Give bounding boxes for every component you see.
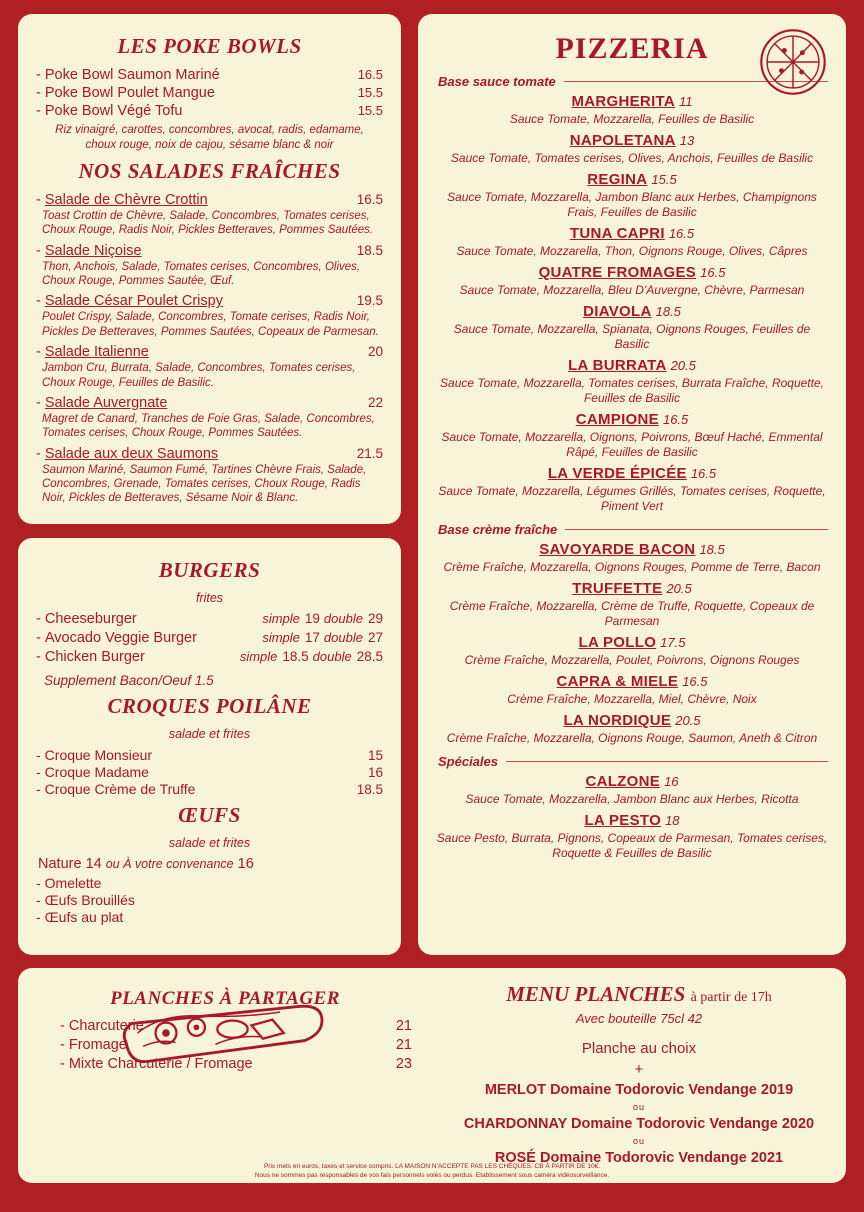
pizza-group-list — [436, 93, 828, 514]
list-item — [36, 395, 383, 441]
wine-separator: ou — [632, 1136, 645, 1146]
croques-subtitle: salade et frites — [168, 727, 251, 741]
item-description: Sauce Pesto, Burrata, Pignons, Copeaux de Parmesan, Tomates cerises, Roquette & Feuilles de Basilic — [436, 831, 828, 860]
list-item — [436, 541, 828, 575]
bullet-dash: - — [36, 67, 41, 83]
legal-line-2: Nous ne sommes pas responsables de vos fais personnels volés ou perdus. Etablissement sous caméra vidéosurveillance. — [254, 1172, 610, 1180]
list-item — [436, 93, 828, 127]
item-name: Salade Italienne — [44, 344, 149, 361]
pizzeria-title: PIZZERIA — [555, 32, 709, 65]
list-item — [36, 781, 383, 797]
menu-page — [18, 14, 846, 1198]
item-name: TUNA CAPRI — [569, 225, 665, 242]
croques-title: CROQUES POILÂNE — [107, 694, 312, 718]
bullet-dash: - — [36, 875, 41, 891]
menu-bottle-line: Avec bouteille 75cl 42 — [575, 1011, 703, 1026]
item-name: Croque Crème de Truffe — [44, 781, 196, 797]
label-double: double — [312, 649, 352, 664]
item-price: 23 — [395, 1056, 412, 1072]
pizzeria-card — [418, 14, 846, 955]
oeufs-list — [36, 875, 383, 925]
wine-option: CHARDONNAY Domaine Todorovic Vendange 2020 — [463, 1116, 815, 1132]
list-item — [36, 293, 383, 339]
list-item — [436, 712, 828, 746]
item-description: Crème Fraîche, Mozzarella, Oignons Rouges, Pomme de Terre, Bacon — [443, 560, 821, 574]
item-description: Sauce Tomate, Mozzarella, Feuilles de Basilic — [509, 112, 755, 126]
bullet-dash: - — [36, 892, 41, 908]
item-description: Sauce Tomate, Mozzarella, Oignons, Poivrons, Bœuf Haché, Emmental Râpé, Feuilles de Basilic — [441, 430, 823, 459]
menu-plus-sign: + — [634, 1061, 644, 1078]
bullet-dash: - — [36, 85, 41, 101]
list-item — [436, 171, 828, 220]
item-description: Thon, Anchois, Salade, Tomates cerises, Concombres, Olives, Choux Rouge, Pommes Sautée, Œuf. — [42, 260, 361, 287]
item-price: 18.5 — [356, 782, 383, 797]
menu-planches-section — [432, 968, 846, 1184]
item-price: 19.5 — [356, 293, 383, 309]
oeufs-nature-row — [38, 856, 383, 872]
wine-option: MERLOT Domaine Todorovic Vendange 2019 — [484, 1082, 794, 1098]
item-price: 15 — [367, 748, 383, 763]
list-item — [36, 747, 383, 763]
item-description: Sauce Tomate, Tomates cerises, Olives, Anchois, Feuilles de Basilic — [450, 151, 814, 165]
price-simple: 17 — [304, 630, 320, 645]
poke-salads-card — [18, 14, 401, 524]
item-name: LA PESTO — [584, 812, 662, 829]
bullet-dash: - — [36, 909, 41, 925]
list-item — [36, 875, 383, 891]
item-name: Poke Bowl Poulet Mangue — [44, 85, 215, 101]
item-price: 13 — [679, 133, 695, 148]
menu-choice-line: Planche au choix — [581, 1040, 697, 1057]
legal-notice — [18, 1162, 846, 1182]
item-name: SAVOYARDE BACON — [539, 541, 696, 558]
divider — [564, 81, 828, 82]
item-price: 20.5 — [670, 358, 696, 373]
bullet-dash: - — [36, 649, 41, 665]
item-price: 21.5 — [356, 445, 383, 461]
bullet-dash: - — [36, 191, 41, 208]
wine-separator: ou — [632, 1102, 645, 1112]
bullet-dash: - — [36, 747, 41, 763]
item-name: CAPRA & MIELE — [556, 673, 679, 690]
label-simple: simple — [262, 611, 300, 626]
list-item — [436, 580, 828, 629]
menu-planches-title — [452, 982, 826, 1007]
item-description: Magret de Canard, Tranches de Foie Gras, Salade, Concombres, Tomates cerises, Choux Rouge, Pommes Sautées. — [42, 412, 375, 440]
list-item — [36, 103, 383, 119]
list-item — [436, 357, 828, 406]
group-label: Spéciales — [438, 754, 498, 769]
pizza-slice-icon — [754, 26, 832, 98]
nature-alt-label: ou À votre convenance — [105, 857, 234, 871]
item-name: Fromage — [68, 1037, 127, 1053]
list-item — [436, 465, 828, 514]
salads-title: NOS SALADES FRAÎCHES — [78, 158, 341, 183]
price-double: 28.5 — [356, 649, 383, 664]
item-description: Sauce Tomate, Mozzarella, Tomates cerises, Burrata Fraîche, Roquette, Feuilles de Basilic — [440, 376, 824, 405]
list-item — [436, 634, 828, 668]
item-price: 16.5 — [356, 191, 383, 207]
item-price: 15.5 — [357, 103, 383, 118]
list-item — [436, 132, 828, 166]
list-item — [436, 303, 828, 352]
legal-line-1: Prix mets en euros, taxes et service compris. LA MAISON N'ACCEPTE PAS LES CHÈQUES. CB À PARTIR DE 10€. — [263, 1162, 601, 1170]
croques-list — [36, 747, 383, 797]
group-label: Base crème fraîche — [438, 522, 558, 537]
list-item — [36, 344, 383, 390]
item-name: TRUFFETTE — [572, 580, 663, 597]
item-description: Crème Fraîche, Mozzarella, Miel, Chèvre, Noix — [507, 692, 757, 706]
salads-list — [36, 192, 383, 506]
poke-bowls-title: LES POKE BOWLS — [117, 34, 302, 58]
item-price: 16.5 — [700, 265, 726, 280]
item-description: Sauce Tomate, Mozzarella, Bleu D'Auvergne, Chèvre, Parmesan — [459, 283, 805, 297]
item-name: QUATRE FROMAGES — [538, 264, 697, 281]
item-name: Croque Monsieur — [44, 747, 153, 763]
planches-title: PLANCHES À PARTAGER — [110, 988, 340, 1009]
item-price: 21 — [395, 1037, 412, 1053]
burgers-title: BURGERS — [158, 558, 261, 582]
item-price: 16 — [367, 765, 383, 780]
title-hours: à partir de 17h — [690, 990, 772, 1005]
item-price: 22 — [367, 394, 383, 410]
divider — [565, 529, 828, 530]
item-description: Crème Fraîche, Mozzarella, Crème de Truffe, Roquette, Copeaux de Parmesan — [449, 599, 815, 628]
nature-price: 14 — [85, 856, 102, 872]
item-name: Mixte Charcuterie / Fromage — [68, 1056, 253, 1072]
bullet-dash: - — [36, 242, 41, 259]
bullet-dash: - — [60, 1037, 65, 1053]
item-price: 16.5 — [668, 226, 695, 241]
price-simple: 19 — [304, 611, 320, 626]
item-name: Avocado Veggie Burger — [44, 630, 197, 646]
list-item — [436, 773, 828, 807]
item-description: Crème Fraîche, Mozzarella, Poulet, Poivrons, Oignons Rouges — [464, 653, 800, 667]
bullet-dash: - — [36, 764, 41, 780]
item-price: 18.5 — [655, 304, 681, 319]
label-double: double — [323, 611, 363, 626]
item-price: 20.5 — [675, 713, 701, 728]
item-price: 16.5 — [357, 67, 383, 82]
item-name: DIAVOLA — [583, 303, 652, 320]
bullet-dash: - — [36, 630, 41, 646]
item-description: Toast Crottin de Chèvre, Salade, Concombres, Tomates cerises, Choux Rouge, Radis Noir, Pickles Betteraves, Pommes Sautées. — [42, 209, 374, 237]
item-description: Sauce Tomate, Mozzarella, Thon, Oignons Rouge, Olives, Câpres — [456, 244, 808, 258]
poke-description: Riz vinaigré, carottes, concombres, avocat, radis, edamame, choux rouge, noix de cajou, sésame blanc & noir — [55, 124, 364, 151]
item-name: CAMPIONE — [575, 411, 659, 428]
price-simple: 18.5 — [282, 649, 309, 664]
item-description: Sauce Tomate, Mozzarella, Jambon Blanc aux Herbes, Ricotta — [465, 792, 799, 806]
nature-alt-price: 16 — [237, 856, 254, 872]
divider — [506, 761, 828, 762]
item-name: Omelette — [44, 875, 102, 891]
list-item — [36, 649, 383, 665]
wine-option: ROSÉ Domaine Todorovic Vendange 2021 — [494, 1150, 784, 1166]
bullet-dash: - — [60, 1018, 65, 1034]
bullet-dash: - — [36, 293, 41, 310]
item-name: MARGHERITA — [571, 93, 676, 110]
item-name: Œufs au plat — [44, 909, 124, 925]
item-price: 11 — [679, 94, 693, 109]
list-item — [36, 192, 383, 238]
title-text: MENU PLANCHES — [506, 982, 686, 1006]
bullet-dash: - — [36, 394, 41, 411]
list-item — [36, 892, 383, 908]
item-price: 16.5 — [690, 466, 717, 481]
label-simple: simple — [262, 630, 300, 645]
list-item — [36, 764, 383, 780]
oeufs-subtitle: salade et frites — [168, 836, 251, 850]
list-item — [36, 85, 383, 101]
bullet-dash: - — [36, 344, 41, 361]
group-label: Base sauce tomate — [438, 74, 556, 89]
list-item — [36, 630, 383, 646]
item-name: Charcuterie — [68, 1018, 144, 1034]
item-name: Œufs Brouillés — [44, 892, 135, 908]
burgers-croques-oeufs-card — [18, 538, 401, 955]
item-name: Salade de Chèvre Crottin — [44, 191, 208, 208]
item-name: LA POLLO — [578, 634, 657, 651]
planches-partager-section — [18, 968, 432, 1089]
item-description: Crème Fraîche, Mozzarella, Oignons Rouge, Saumon, Aneth & Citron — [446, 731, 818, 745]
item-description: Saumon Mariné, Saumon Fumé, Tartines Chèvre Frais, Salade, Concombres, Grenade, Tomates cerises, Choux Rouge, Radis Noir, Pickles de Betteraves, Sésame Noir & Blanc. — [42, 463, 367, 505]
item-price: 15.5 — [357, 85, 383, 100]
item-name: Salade Niçoise — [44, 242, 142, 259]
item-description: Sauce Tomate, Mozzarella, Spianata, Oignons Rouges, Feuilles de Basilic — [453, 322, 811, 351]
list-item — [36, 446, 383, 506]
price-double: 27 — [367, 630, 383, 645]
list-item — [36, 909, 383, 925]
label-double: double — [323, 630, 363, 645]
burger-supplement: Supplement Bacon/Oeuf 1.5 — [44, 673, 214, 688]
label-simple: simple — [239, 649, 278, 664]
item-description: Jambon Cru, Burrata, Salade, Concombres, Tomates cerises, Choux Rouge, Feuilles de Basilic. — [42, 362, 356, 389]
item-description: Sauce Tomate, Mozzarella, Légumes Grillés, Tomates cerises, Roquette, Piment Vert — [438, 484, 826, 513]
item-name: Salade César Poulet Crispy — [44, 293, 223, 310]
list-item — [36, 67, 383, 83]
list-item — [436, 225, 828, 259]
burgers-subtitle: frites — [195, 591, 224, 605]
list-item — [436, 673, 828, 707]
item-description: Poulet Crispy, Salade, Concombres, Tomate cerises, Radis Noir, Pickles De Betteraves, Pommes Sautées, Copeaux de Parmesan. — [42, 311, 379, 338]
item-name: Salade Auvergnate — [44, 394, 168, 411]
bullet-dash: - — [36, 103, 41, 119]
bullet-dash: - — [60, 1056, 65, 1072]
item-name: Chicken Burger — [44, 649, 145, 665]
list-item — [436, 264, 828, 298]
list-item — [36, 243, 383, 289]
item-description: Sauce Tomate, Mozzarella, Jambon Blanc aux Herbes, Champignons Frais, Feuilles de Basilic — [447, 190, 817, 219]
item-name: Salade aux deux Saumons — [44, 445, 219, 462]
item-price: 17.5 — [660, 635, 686, 650]
item-price: 18.5 — [356, 242, 383, 258]
price-double: 29 — [367, 611, 383, 626]
item-price: 18 — [665, 813, 680, 828]
list-item — [436, 411, 828, 460]
pizza-group-list — [436, 773, 828, 861]
burgers-list — [36, 611, 383, 665]
pizza-group-header — [438, 754, 828, 769]
poke-bowls-list — [36, 67, 383, 153]
nature-label: Nature — [38, 856, 82, 872]
charcuterie-board-icon — [108, 976, 338, 1071]
item-price: 15.5 — [651, 172, 677, 187]
oeufs-title: ŒUFS — [178, 803, 241, 827]
item-price: 16.5 — [682, 674, 708, 689]
bullet-dash: - — [36, 445, 41, 462]
item-price: 20.5 — [666, 581, 692, 596]
bullet-dash: - — [36, 611, 41, 627]
item-name: LA BURRATA — [568, 357, 667, 374]
item-name: LA VERDE ÉPICÉE — [547, 465, 687, 482]
pizza-group-header — [438, 522, 828, 537]
item-price: 16 — [664, 774, 679, 789]
item-name: Poke Bowl Végé Tofu — [44, 103, 183, 119]
pizza-group-list — [436, 541, 828, 746]
item-name: REGINA — [587, 171, 648, 188]
item-price: 20 — [367, 344, 383, 360]
item-name: NAPOLETANA — [569, 132, 676, 149]
item-name: Poke Bowl Saumon Mariné — [44, 67, 220, 83]
item-name: CALZONE — [585, 773, 661, 790]
item-name: Croque Madame — [44, 764, 149, 780]
item-name: LA NORDIQUE — [563, 712, 672, 729]
item-price: 18.5 — [699, 542, 725, 557]
list-item — [436, 812, 828, 861]
bullet-dash: - — [36, 781, 41, 797]
item-name: Cheeseburger — [44, 611, 137, 627]
item-price: 16.5 — [662, 412, 689, 427]
planches-card — [18, 968, 846, 1183]
item-price: 21 — [395, 1018, 412, 1034]
list-item — [36, 611, 383, 627]
